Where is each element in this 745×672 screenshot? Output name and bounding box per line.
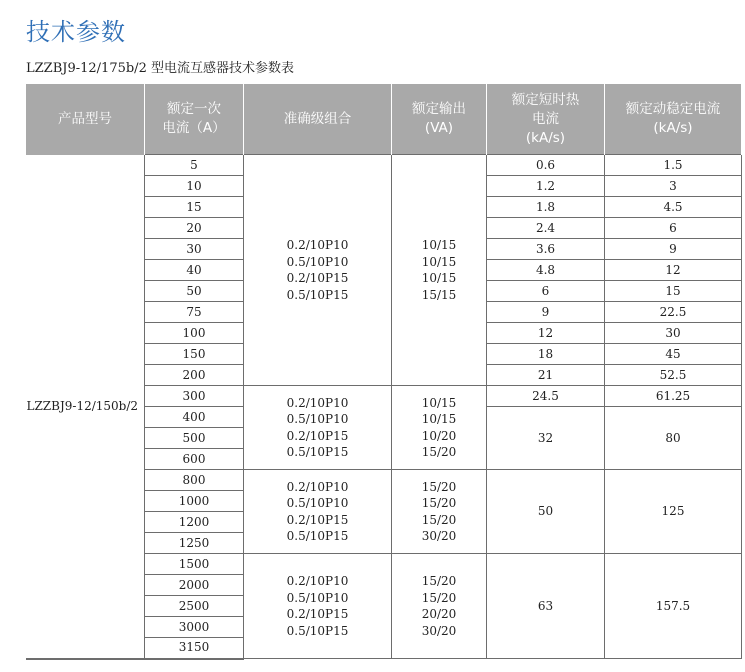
- thermal-cell: 21: [487, 365, 605, 386]
- thermal-cell: 24.5: [487, 386, 605, 407]
- current-cell: 3000: [145, 617, 244, 638]
- current-cell: 800: [145, 470, 244, 491]
- current-cell: 40: [145, 260, 244, 281]
- dynamic-cell: 1.5: [605, 155, 742, 176]
- thermal-cell: 6: [487, 281, 605, 302]
- current-cell: 2000: [145, 575, 244, 596]
- header-row: [26, 84, 742, 155]
- model-cell: LZZBJ9-12/150b/2: [26, 155, 145, 659]
- dynamic-cell: 9: [605, 239, 742, 260]
- current-cell: 1500: [145, 554, 244, 575]
- dynamic-cell: 80: [605, 407, 742, 470]
- spec-table: [25, 84, 742, 660]
- output-group-1: 10/15 10/15 10/15 15/15: [392, 155, 487, 386]
- header-model: 产品型号: [26, 84, 145, 155]
- dynamic-cell: 30: [605, 323, 742, 344]
- thermal-cell: 12: [487, 323, 605, 344]
- output-group-2: 10/15 10/15 10/20 15/20: [392, 386, 487, 470]
- current-cell: 50: [145, 281, 244, 302]
- thermal-cell: 4.8: [487, 260, 605, 281]
- thermal-cell: 32: [487, 407, 605, 470]
- header-rated-output: 额定输出 (VA): [392, 84, 487, 155]
- accuracy-group-1: 0.2/10P10 0.5/10P10 0.2/10P15 0.5/10P15: [244, 155, 392, 386]
- current-cell: 3150: [145, 638, 244, 659]
- dynamic-cell: 4.5: [605, 197, 742, 218]
- dynamic-cell: 52.5: [605, 365, 742, 386]
- current-cell: 200: [145, 365, 244, 386]
- current-cell: 500: [145, 428, 244, 449]
- dynamic-cell: 12: [605, 260, 742, 281]
- dynamic-cell: 61.25: [605, 386, 742, 407]
- dynamic-cell: 45: [605, 344, 742, 365]
- current-cell: 100: [145, 323, 244, 344]
- current-cell: 2500: [145, 596, 244, 617]
- output-group-4: 15/20 15/20 20/20 30/20: [392, 554, 487, 659]
- thermal-cell: 50: [487, 470, 605, 554]
- dynamic-cell: 15: [605, 281, 742, 302]
- thermal-cell: 1.8: [487, 197, 605, 218]
- current-cell: 1200: [145, 512, 244, 533]
- thermal-cell: 63: [487, 554, 605, 659]
- accuracy-group-3: 0.2/10P10 0.5/10P10 0.2/10P15 0.5/10P15: [244, 470, 392, 554]
- output-group-3: 15/20 15/20 15/20 30/20: [392, 470, 487, 554]
- dynamic-cell: 22.5: [605, 302, 742, 323]
- current-cell: 1000: [145, 491, 244, 512]
- header-dynamic-current: 额定动稳定电流 (kA/s): [605, 84, 742, 155]
- accuracy-group-2: 0.2/10P10 0.5/10P10 0.2/10P15 0.5/10P15: [244, 386, 392, 470]
- dynamic-cell: 125: [605, 470, 742, 554]
- thermal-cell: 2.4: [487, 218, 605, 239]
- current-cell: 10: [145, 176, 244, 197]
- current-cell: 5: [145, 155, 244, 176]
- current-cell: 300: [145, 386, 244, 407]
- thermal-cell: 18: [487, 344, 605, 365]
- thermal-cell: 9: [487, 302, 605, 323]
- current-cell: 20: [145, 218, 244, 239]
- table-row: [26, 155, 742, 176]
- dynamic-cell: 3: [605, 176, 742, 197]
- thermal-cell: 1.2: [487, 176, 605, 197]
- header-thermal-current: 额定短时热 电流 (kA/s): [487, 84, 605, 155]
- table-caption: LZZBJ9-12/175b/2 型电流互感器技术参数表: [26, 61, 294, 76]
- current-cell: 150: [145, 344, 244, 365]
- thermal-cell: 0.6: [487, 155, 605, 176]
- current-cell: 30: [145, 239, 244, 260]
- dynamic-cell: 6: [605, 218, 742, 239]
- thermal-cell: 3.6: [487, 239, 605, 260]
- dynamic-cell: 157.5: [605, 554, 742, 659]
- current-cell: 75: [145, 302, 244, 323]
- current-cell: 400: [145, 407, 244, 428]
- accuracy-group-4: 0.2/10P10 0.5/10P10 0.2/10P15 0.5/10P15: [244, 554, 392, 659]
- current-cell: 1250: [145, 533, 244, 554]
- current-cell: 600: [145, 449, 244, 470]
- current-cell: 15: [145, 197, 244, 218]
- header-accuracy-class: 准确级组合: [244, 84, 392, 155]
- page-title: 技术参数: [26, 18, 126, 46]
- header-rated-primary-current: 额定一次 电流（A）: [145, 84, 244, 155]
